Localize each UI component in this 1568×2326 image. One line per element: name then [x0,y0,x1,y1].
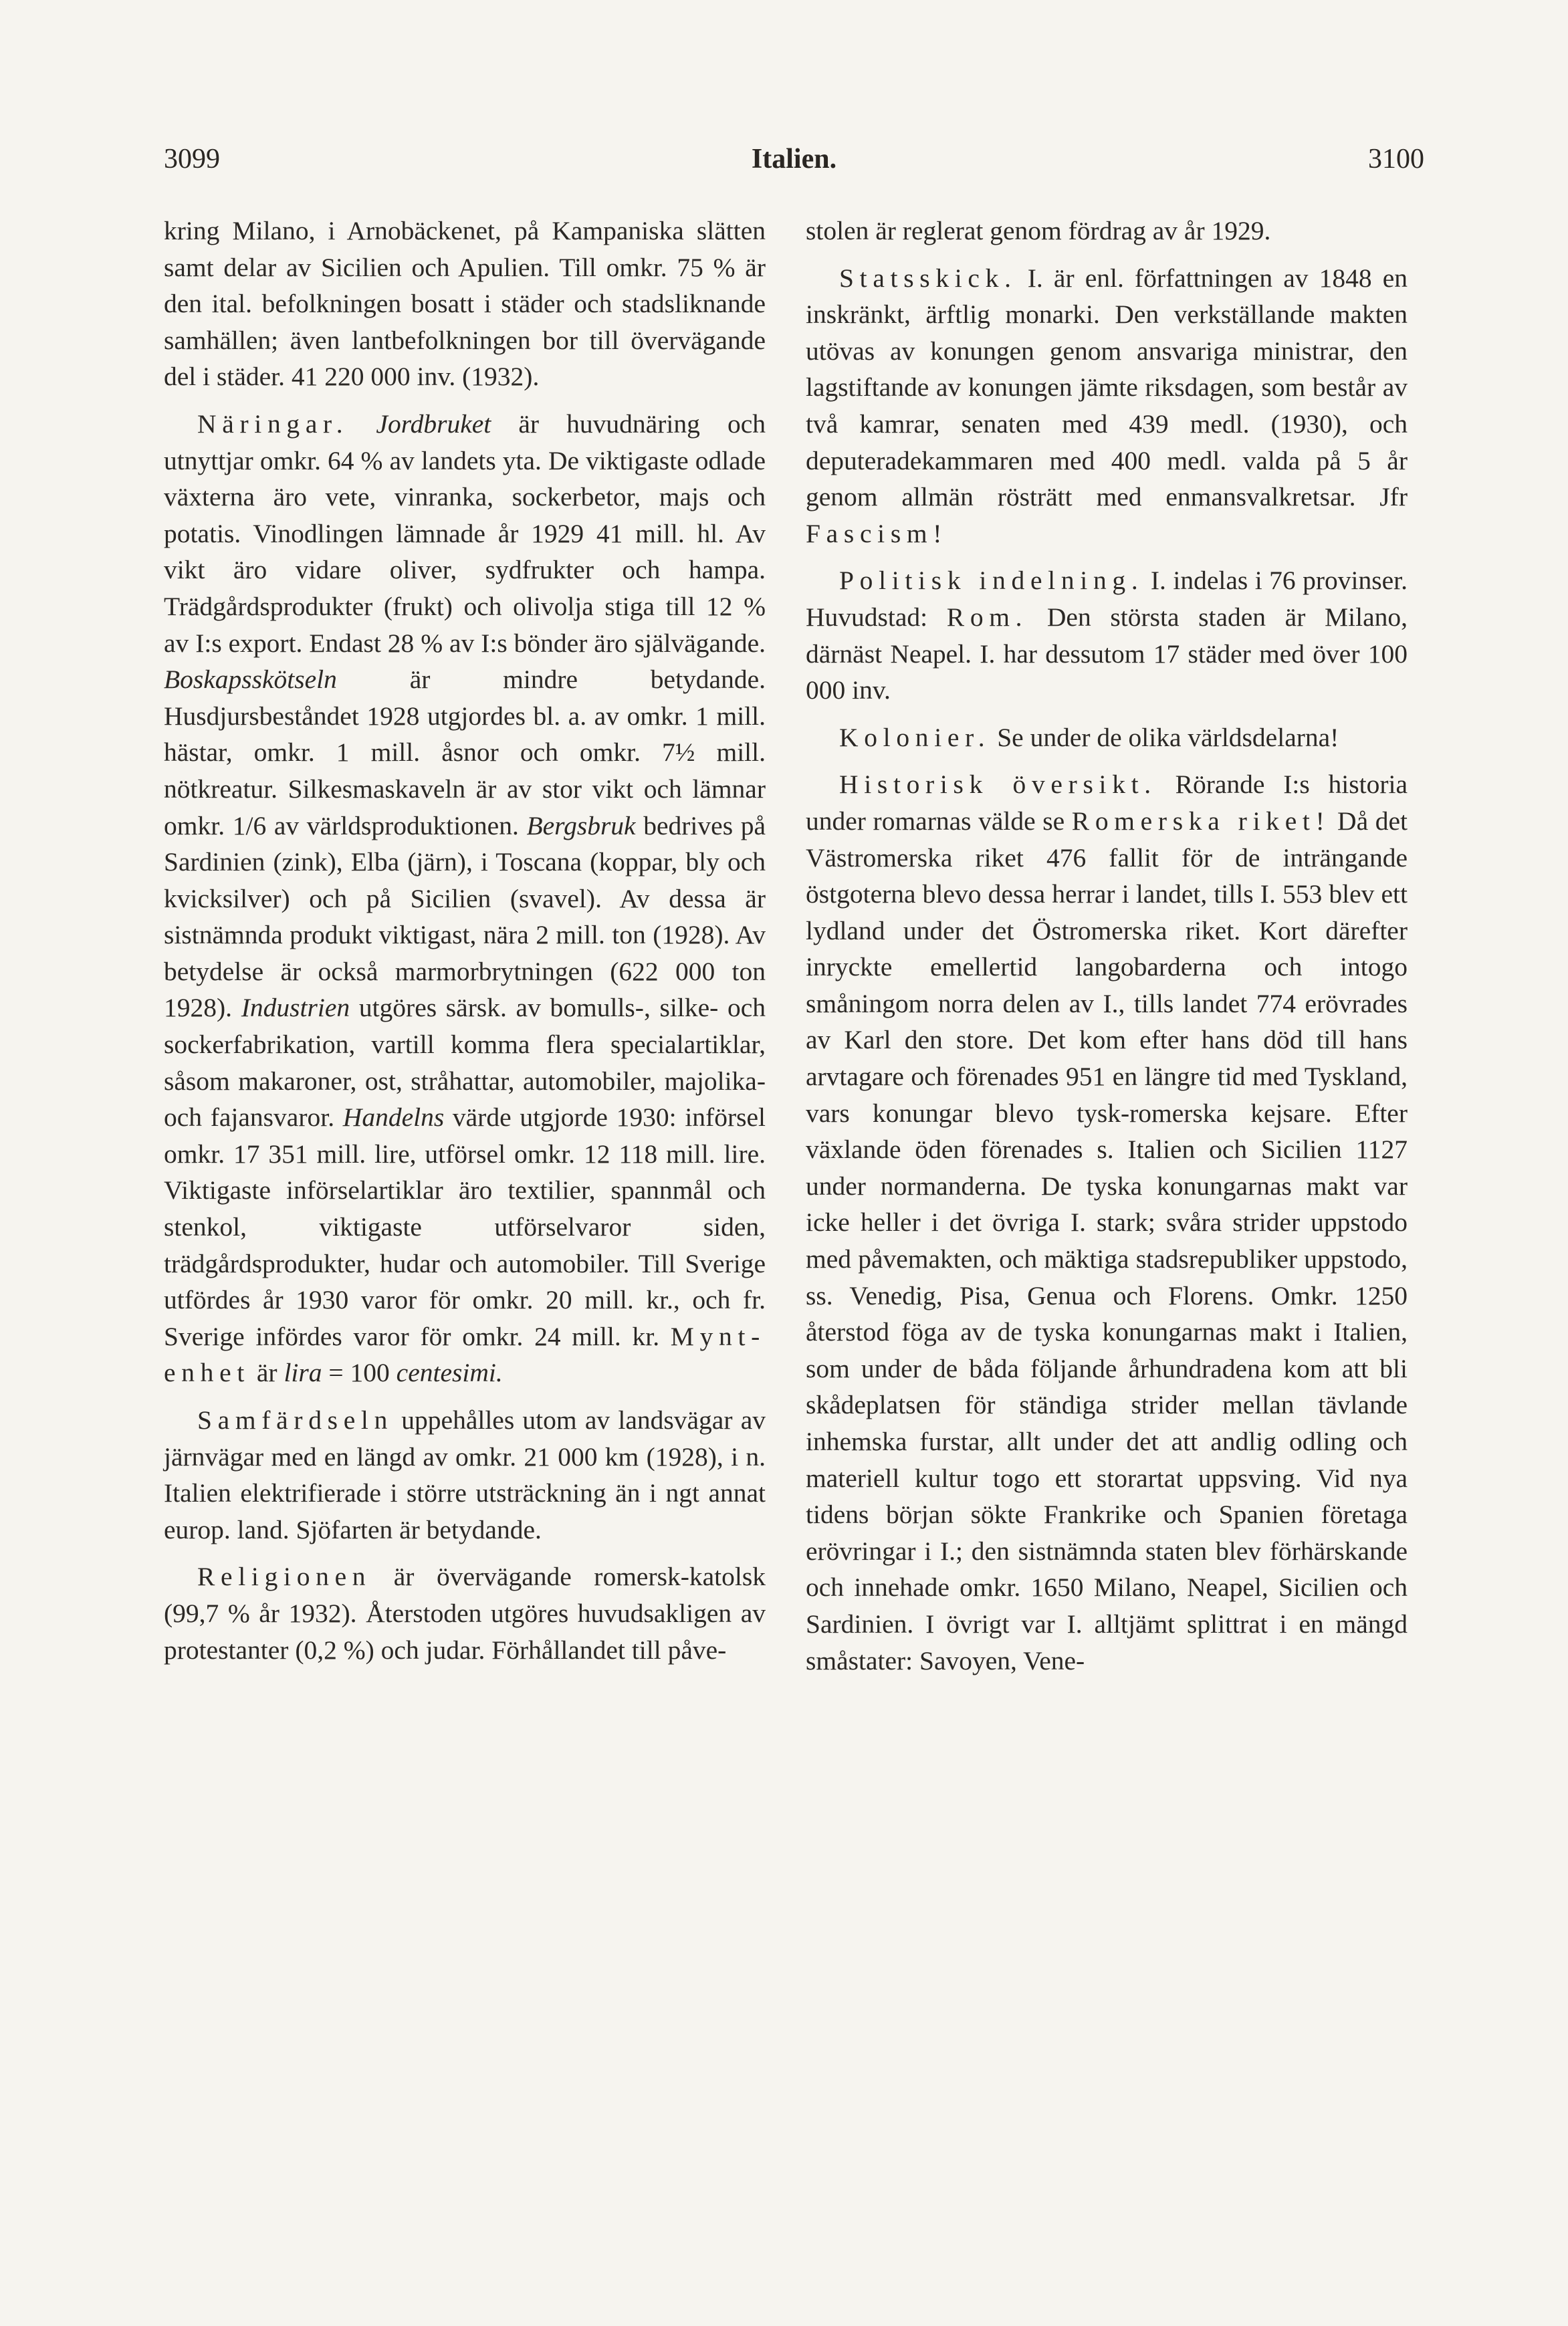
page-header [164,139,1424,179]
historisk-oversikt-text-2: Då det Västromerska riket 476 fallit för de inträngande östgoterna blevo dessa herrar i landet, tills I. 553 blev ett lydland under det Östromerska riket. Kort därefter inryckte emellertid langobarderna och intogo småningom norra delen av I., tills landet 774 erövrades av Karl den store. Det kom efter hans död till hans arvtagare och förenades 951 en längre tid med Tyskland, vars konungar blevo tysk-romerska kejsare. Efter växlande öden förenades s. Italien och Sicilien 1127 under normanderna. De tyska konungarnas makt var icke heller i det övriga I. stark; svåra strider uppstodo med påvemakten, och mäktiga stadsrepubliker uppstodo, ss. Venedig, Pisa, Genua och Florens. Omkr. 1250 återstod föga av de tyska konungarnas makt i Italien, som under de båda följande århundradena kom att bli skådeplatsen för ständiga strider mellan tävlande inhemska furstar, allt under det att andlig odling och materiell kultur togo ett storartat uppsving. Vid nya tidens början sökte Frankrike och Spanien företaga erövringar i I.; den sistnämnda staten blev förhärskande och innehade omkr. 1650 Milano, Neapel, Sicilien och Sardinien. I övrigt var I. alltjämt splittrat i en mängd småstater: Savoyen, Vene- [806,806,1408,1675]
left-column [164,213,766,1679]
politisk-indelning-text-2: Den största staden är Milano, därnäst Neapel. I. har dessutom 17 städer med över 100 000 inv. [806,602,1408,705]
reference-rom: Rom. [946,602,1028,632]
naringar-text-1: är huvudnäring och utnyttjar omkr. 64 % av landets yta. De viktigaste odlade växterna äro vete, vinranka, sockerbetor, majs och potatis. Vinodlingen lämnade år 1929 41 mill. hl. Av vikt äro vidare oliver, sydfrukter och hampa. Trädgårdsprodukter (frukt) och olivolja stiga till 12 % av I:s export. Endast 28 % av I:s bönder äro självägande. [164,409,766,658]
religionen-text: är övervägande romersk-katolsk (99,7 % år 1932). Återstoden utgöres huvudsakligen av protestanter (0,2 %) och judar. Förhållandet till påve- [164,1562,766,1665]
naringar-text-5: värde utgjorde 1930: införsel omkr. 17 351 mill. lire, utförsel omkr. 12 118 mill. lire. Viktigaste införselartiklar äro textilier, spannmål och stenkol, viktigaste utförselvaror siden, trädgårdsprodukter, hudar och automobiler. Till Sverige utfördes år 1930 varor för omkr. 20 mill. kr., och fr. Sverige infördes varor för omkr. 24 mill. kr. [164,1102,766,1351]
paragraph-religionen [164,1558,766,1668]
population-text: kring Milano, i Arnobäckenet, på Kampaniska slätten samt delar av Sicilien och Apulien. Till omkr. 75 % är den ital. befolkningen bosatt i städer och stadsliknande samhällen; även lantbefolkningen bor till övervägande del i städer. 41 220 000 inv. (1932). [164,216,766,392]
reference-fascism: Fascism! [806,518,948,548]
term-centesimi: centesimi. [396,1358,503,1388]
paragraph-historisk-oversikt [806,766,1408,1679]
term-jordbruket: Jordbruket [376,409,491,439]
section-heading-naringar: Näringar. [197,409,349,439]
term-bergsbruk: Bergsbruk [526,810,636,840]
naringar-text-4: utgöres särsk. av bomulls-, silke- och sockerfabrikation, vartill komma flera specialartiklar, såsom makaroner, ost, stråhattar, automobiler, majolika- och fajansvaror. [164,993,766,1133]
term-boskapsskotseln: Boskapsskötseln [164,665,337,695]
statsskick-text: I. är enl. författningen av 1848 en inskränkt, ärftlig monarki. Den verkställande makten utövas av konungen genom ansvariga ministrar, den lagstiftande av konungen jämte riksdagen, som består av två kamrar, senaten med 439 medl. (1930), och deputeradekammaren med 400 medl. valda på 5 år genom allmän rösträtt med enmansvalkretsar. Jfr [806,263,1408,512]
section-heading-religionen: Religionen [197,1562,372,1592]
politisk-indelning-text-1: I. indelas i 76 provinser. Huvudstad: [806,566,1408,632]
right-page-number: 3100 [1368,144,1424,175]
paragraph-population [164,213,766,395]
kolonier-text: Se under de olika världsdelarna! [990,722,1339,752]
term-industrien: Industrien [241,993,350,1023]
continuation-text: stolen är reglerat genom fördrag av år 1929. [806,216,1271,245]
right-column [806,213,1408,1690]
running-title: Italien. [751,144,837,175]
term-myntenhet: Mynt-enhet [164,1321,766,1388]
paragraph-samfardseln [164,1402,766,1548]
paragraph-naringar [164,406,766,1391]
historisk-oversikt-text-1: Rörande I:s historia under romarnas välde se [806,770,1408,836]
section-heading-samfardseln: Samfärdseln [197,1405,394,1435]
left-page-number: 3099 [164,144,220,175]
paragraph-continuation [806,213,1408,249]
paragraph-statsskick [806,260,1408,552]
naringar-text-3: bedrives på Sardinien (zink), Elba (järn), i Toscana (koppar, bly och kvicksilver) och på Sicilien (svavel). Av dessa är sistnämnda produkt viktigast, nära 2 mill. ton (1928). Av betydelse är också marmorbrytningen (622 000 ton 1928). [164,810,766,1023]
paragraph-politisk-indelning [806,562,1408,708]
naringar-text-6: är [250,1358,284,1388]
naringar-text-2: är mindre betydande. Husdjursbeståndet 1928 utgjordes bl. a. av omkr. 1 mill. hästar, omkr. 1 mill. åsnor och omkr. 7½ mill. nötkreatur. Silkesmaskaveln är av stor vikt och lämnar omkr. 1/6 av världsproduktionen. [164,665,766,840]
reference-romerska-riket: Romerska riket! [1071,806,1331,836]
paragraph-kolonier [806,719,1408,756]
section-heading-historisk-oversikt: Historisk översikt. [839,770,1157,800]
term-lira: lira [284,1358,322,1388]
section-heading-politisk-indelning: Politisk indelning. [839,566,1144,596]
section-heading-statsskick: Statsskick. [839,263,1017,293]
samfardseln-text: uppehålles utom av landsvägar av järnvägar med en längd av omkr. 21 000 km (1928), i n. Italien elektrifierade i större utsträckning än i ngt annat europ. land. Sjöfarten är betydande. [164,1405,766,1544]
term-handelns: Handelns [342,1102,445,1133]
naringar-text-7: = 100 [322,1358,397,1388]
section-heading-kolonier: Kolonier. [839,722,991,752]
